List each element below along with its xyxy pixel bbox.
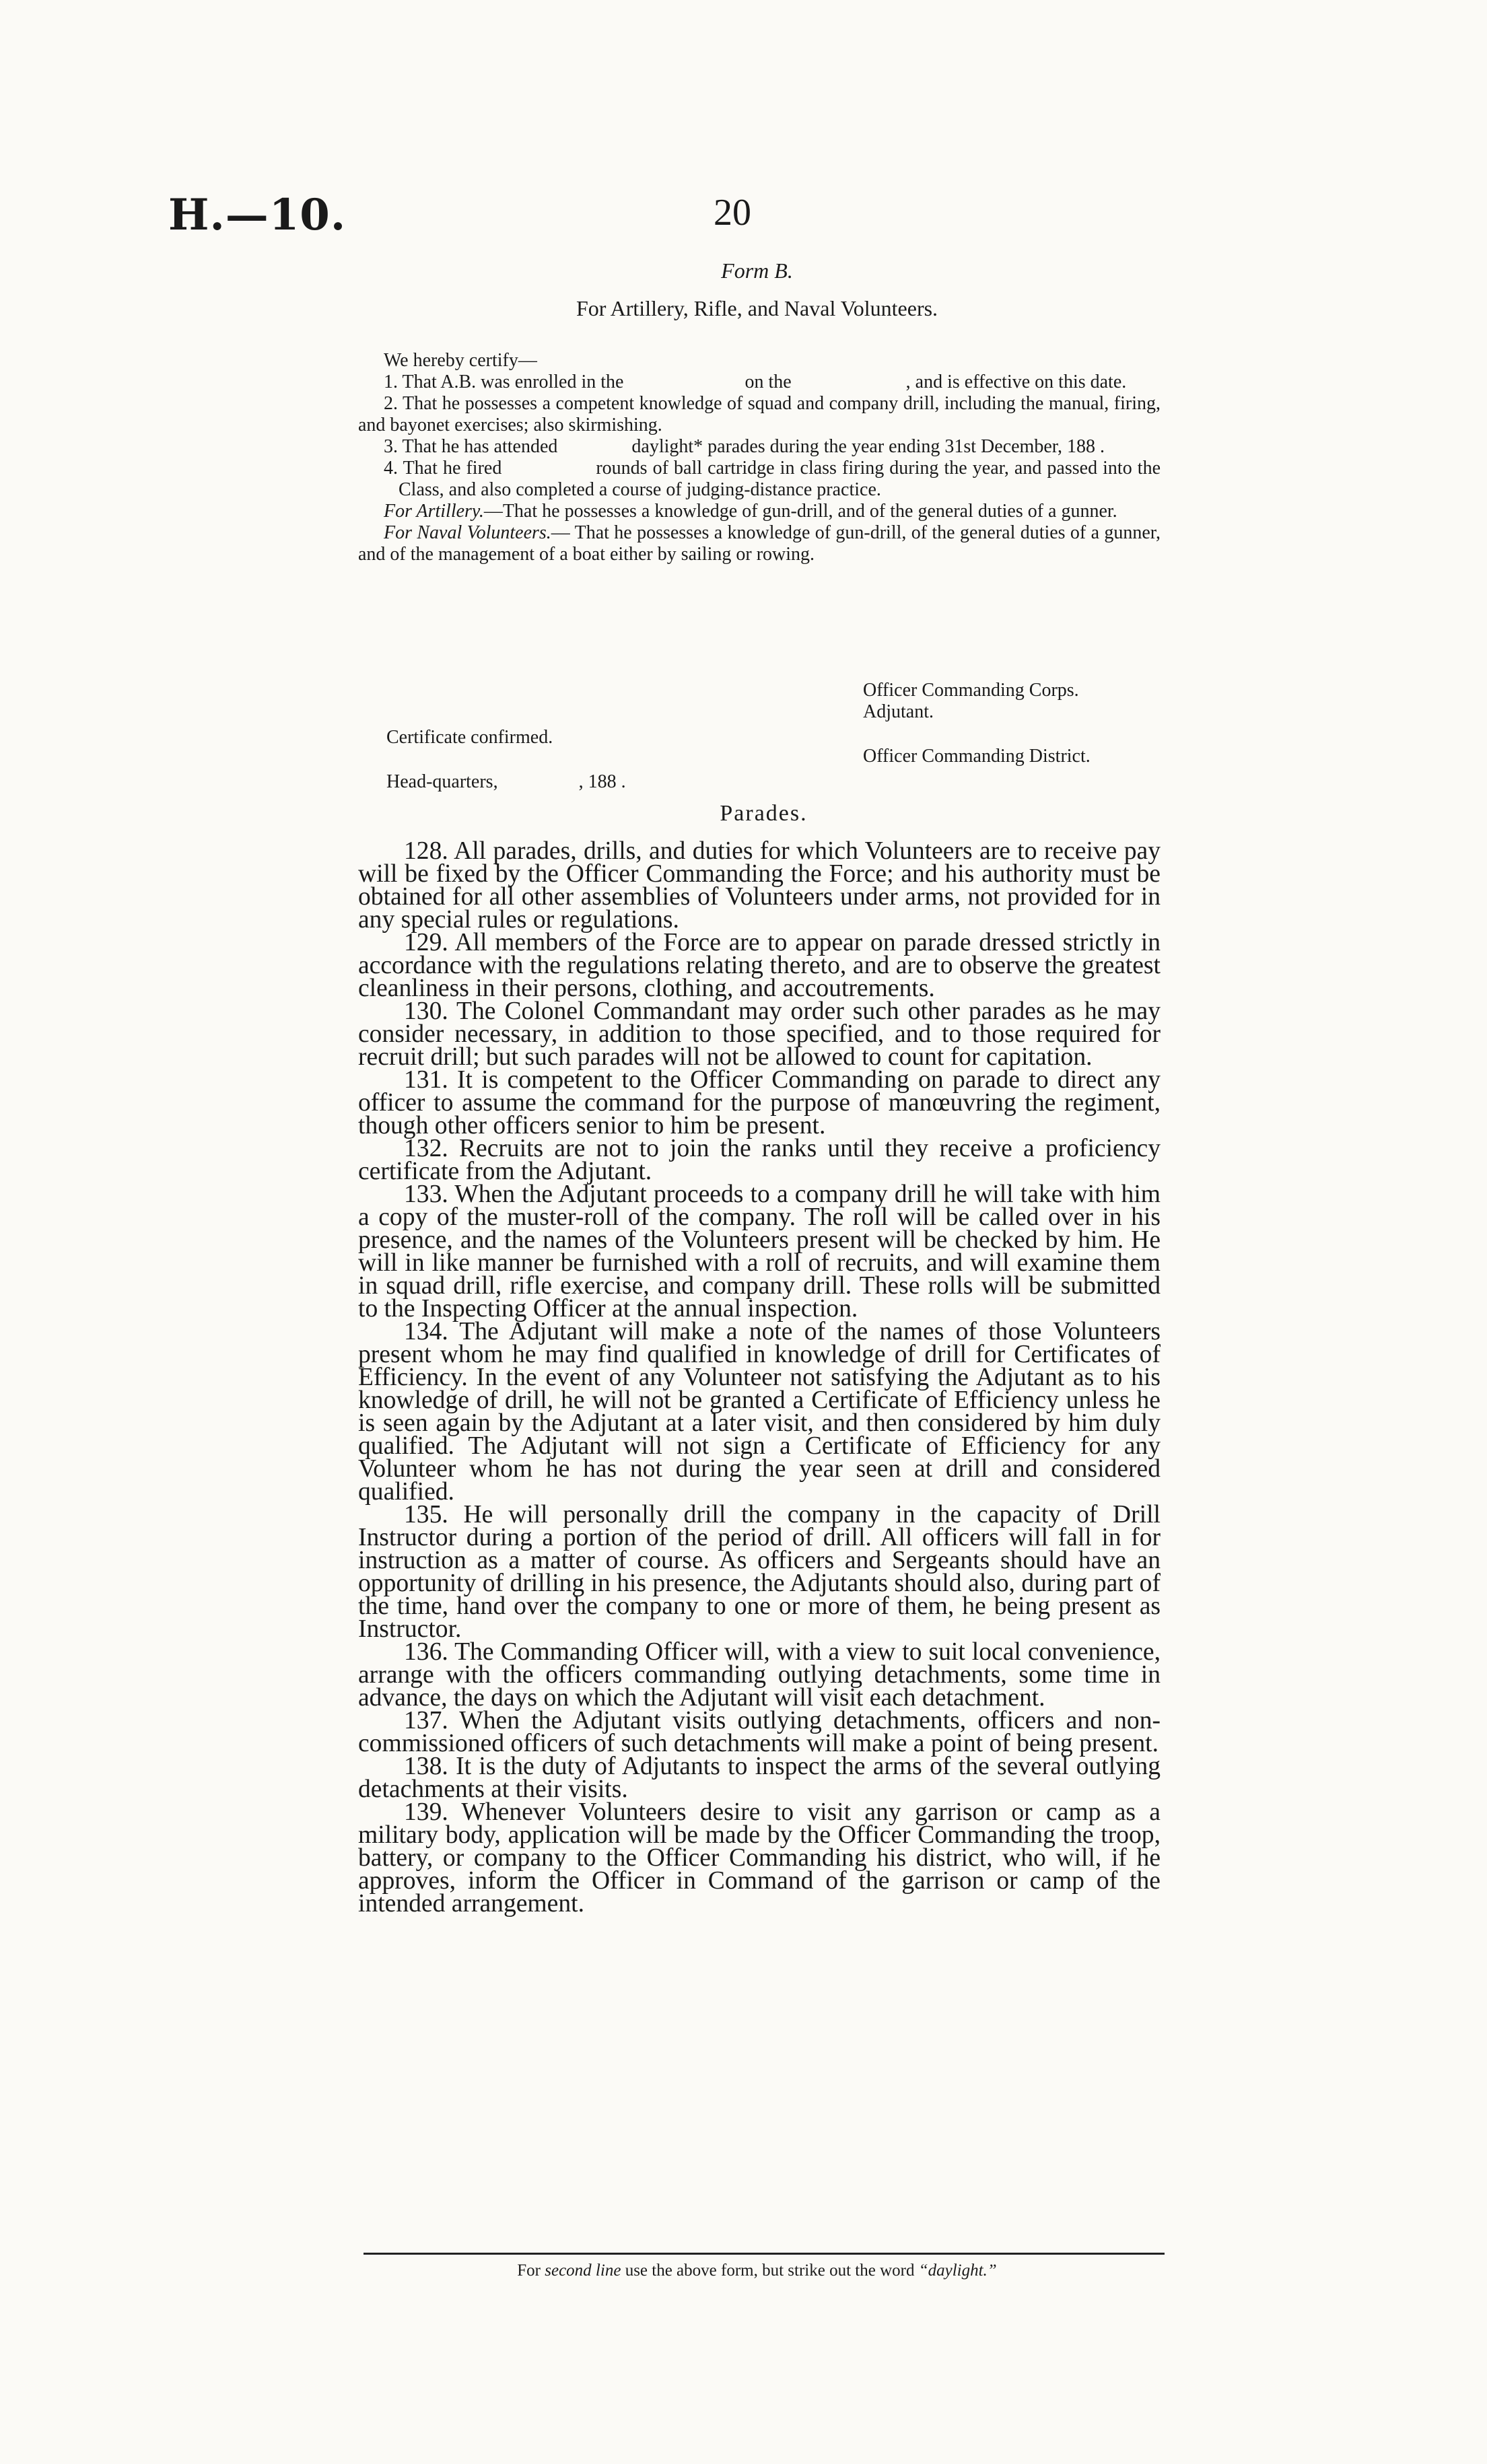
form-item-1: 1. That A.B. was enrolled in the on the , and is effective on this date. [384,372,1127,392]
headquarters-line: Head-quarters, , 188 . [386,771,626,792]
signature-officer-corps: Officer Commanding Corps. [863,680,1079,701]
parades-body [358,837,1161,1917]
form-title: Form B. [721,258,793,283]
paragraph-129: 129. All members of the Force are to appear on parade dressed strictly in accordance with the regulations relating thereto, and are to observe the greatest cleanliness in their persons, clothing, and accoutrements. [358,929,1161,1002]
paragraph-139: 139. Whenever Volunteers desire to visit any garrison or camp as a military body, application will be made by the Officer Commanding the troop, battery, or company to the Officer Commanding his district, who will, if he approves, inform the Officer in Command of the garrison or camp of the intended arrangement. [358,1798,1161,1917]
paragraph-132: 132. Recruits are not to join the ranks until they receive a proficiency certificate from the Adjutant. [358,1135,1161,1185]
footnote-divider [364,2253,1165,2255]
section-heading-parades: Parades. [720,801,808,826]
signature-adjutant: Adjutant. [863,701,934,722]
form-intro: We hereby certify— [384,350,537,371]
form-naval-clause: For Naval Volunteers.— That he possesses a knowledge of gun-drill, of the general duties of a gunner, and of the management of a boat either by sailing or rowing. [358,522,1161,565]
form-item-2: 2. That he possesses a competent knowledge of squad and company drill, including the manual, firing, and bayonet exercises; also skirmishing. [358,393,1161,435]
paragraph-131: 131. It is competent to the Officer Commanding on parade to direct any officer to assume the command for the purpose of manœuvring the regiment, though other officers senior to him be present. [358,1066,1161,1139]
form-artillery-clause: For Artillery.—That he possesses a knowledge of gun-drill, and of the general duties of a gunner. [384,501,1117,522]
page-number: 20 [714,192,751,234]
paragraph-134: 134. The Adjutant will make a note of the names of those Volunteers present whom he may find qualified in knowledge of drill for Certificates of Efficiency. In the event of any Volunteer not satisfying the Adjutant as to his knowledge of drill, he will not be granted a Certificate of Efficiency unless he is seen again by the Adjutant at a later visit, and then considered by him duly qualified. The Adjutant will not sign a Certificate of Efficiency for any Volunteer whom he has not during the year seen at drill and considered qualified. [358,1318,1161,1506]
certificate-form [358,350,1161,565]
form-subtitle: For Artillery, Rifle, and Naval Volunteers. [576,296,938,320]
paragraph-137: 137. When the Adjutant visits outlying detachments, officers and non-commissioned officers of such detachments will make a point of being present. [358,1707,1161,1757]
signature-officer-district: Officer Commanding District. [863,746,1091,767]
footnote: For second line use the above form, but strike out the word “daylight.” [517,2261,997,2280]
paragraph-133: 133. When the Adjutant proceeds to a company drill he will take with him a copy of the muster-roll of the company. The roll will be called over in his presence, and the names of the Volunteers present will be checked by him. He will in like manner be furnished with a roll of recruits, and will examine them in squad drill, rifle exercise, and company drill. These rolls will be submitted to the Inspecting Officer at the annual inspection. [358,1181,1161,1323]
paragraph-130: 130. The Colonel Commandant may order such other parades as he may consider necessary, in addition to those specified, and to those required for recruit drill; but such parades will not be allowed to count for capitation. [358,997,1161,1071]
form-item-4: 4. That he fired rounds of ball cartridge in class firing during the year, and passed into theClass, and also completed a course of judging-distance practice. [384,458,1161,500]
paragraph-138: 138. It is the duty of Adjutants to inspect the arms of the several outlying detachments at their visits. [358,1753,1161,1803]
paragraph-135: 135. He will personally drill the company in the capacity of Drill Instructor during a portion of the period of drill. All officers will fall in for instruction as a matter of course. As officers and Sergeants should have an opportunity of drilling in his presence, the Adjutants should also, during part of the time, hand over the company to one or more of them, he being present as Instructor. [358,1501,1161,1643]
certificate-confirmed: Certificate confirmed. [386,727,553,748]
paragraph-128: 128. All parades, drills, and duties for which Volunteers are to receive pay will be fixed by the Officer Commanding the Force; and his authority must be obtained for all other assemblies of Volunteers under arms, not provided for in any special rules or regulations. [358,837,1161,934]
paragraph-136: 136. The Commanding Officer will, with a view to suit local convenience, arrange with the officers commanding outlying detachments, some time in advance, the days on which the Adjutant will visit each detachment. [358,1638,1161,1712]
document-reference: H.—10. [168,190,347,240]
form-item-3: 3. That he has attended daylight* parades during the year ending 31st December, 188 . [384,436,1105,457]
